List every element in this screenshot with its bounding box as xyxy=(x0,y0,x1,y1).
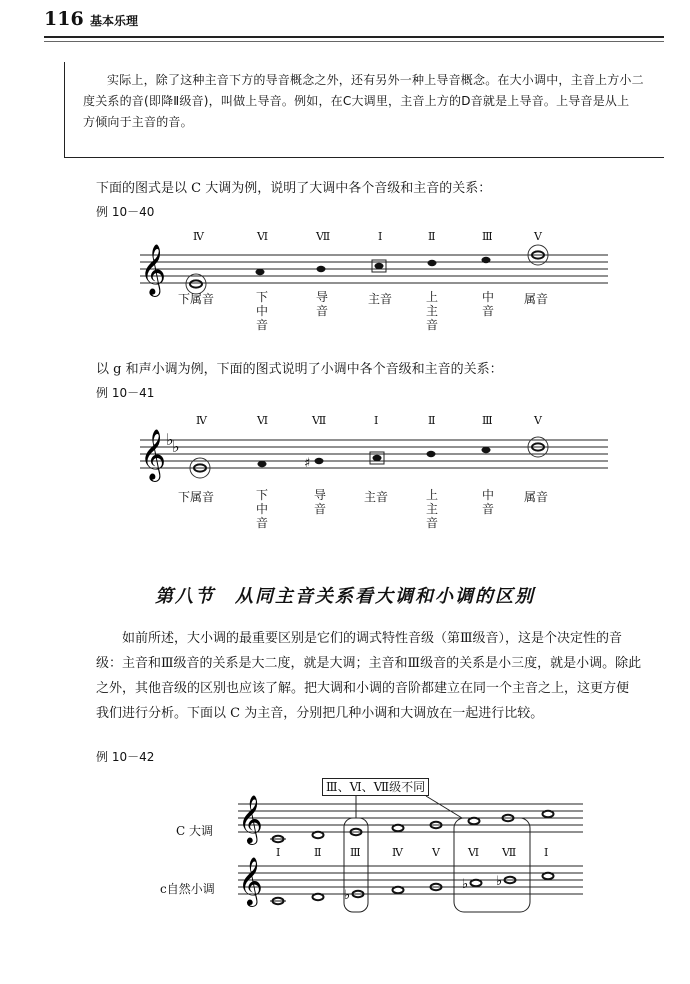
degree-label: Ⅵ xyxy=(257,414,269,427)
degree-label: Ⅴ xyxy=(432,846,440,859)
function-name: 导音 xyxy=(314,488,327,516)
degree-label: Ⅱ xyxy=(314,846,322,859)
header-rule-thin xyxy=(44,41,664,42)
flat-sign-icon: ♭ xyxy=(344,888,351,903)
whole-note xyxy=(543,811,554,817)
degree-label: Ⅲ xyxy=(482,414,493,427)
treble-clef-icon: 𝄞 xyxy=(140,244,167,295)
treble-clef-icon: 𝄞 xyxy=(238,794,263,843)
note-line: 度关系的音(即降Ⅱ级音)，叫做上导音。例如，在C大调里，主音上方的D音就是上导音。上导音是从上 xyxy=(83,94,630,108)
degree-label: Ⅰ xyxy=(374,414,379,427)
flat-sign-icon: ♭ xyxy=(496,874,503,889)
whole-note xyxy=(393,825,404,831)
degree-label: Ⅱ xyxy=(428,230,436,243)
degree-label: Ⅳ xyxy=(193,230,204,243)
treble-clef-icon: 𝄞 xyxy=(140,429,167,480)
note-head xyxy=(317,266,326,272)
note-line: 方倾向于主音的音。 xyxy=(83,115,193,129)
treble-clef-icon: 𝄞 xyxy=(238,856,263,905)
staff-example-minor xyxy=(130,412,610,488)
function-name: 中音 xyxy=(482,290,495,318)
page-number: 116 xyxy=(44,8,84,30)
degree-label: Ⅵ xyxy=(468,846,480,859)
flat-sign-icon: ♭ xyxy=(172,437,180,456)
body-line: 如前所述，大小调的最重要区别是它们的调式特性音级（第Ⅲ级音），这是个决定性的音 xyxy=(122,631,623,646)
degree-label: Ⅴ xyxy=(534,230,542,243)
example-label: 例 10－41 xyxy=(96,386,155,400)
whole-note xyxy=(469,818,480,824)
note-head xyxy=(375,263,384,269)
section-title: 第八节 从同主音关系看大调和小调的区别 xyxy=(155,586,535,607)
flat-sign-icon: ♭ xyxy=(462,877,469,892)
example-label: 例 10－40 xyxy=(96,205,155,219)
whole-note xyxy=(190,280,202,287)
note-box xyxy=(64,62,664,158)
note-head xyxy=(373,455,382,461)
function-name: 导音 xyxy=(316,290,329,318)
scale-label-major: C 大调 xyxy=(176,824,213,838)
function-name: 属音 xyxy=(524,292,549,306)
note-line: 实际上，除了这种主音下方的导音概念之外，还有另外一种上导音概念。在大小调中，主音上方小二 xyxy=(107,73,644,87)
function-name: 中音 xyxy=(482,488,495,516)
example-label: 例 10－42 xyxy=(96,750,155,764)
scale-label-minor: c自然小调 xyxy=(160,882,215,896)
callout-box: Ⅲ、Ⅵ、Ⅶ级不同 xyxy=(322,778,429,796)
flat-sign-icon: ♭ xyxy=(166,430,174,449)
note-head xyxy=(482,447,491,453)
degree-label: Ⅶ xyxy=(316,230,331,243)
body-line: 之外，其他音级的区别也应该了解。把大调和小调的音阶都建立在同一个主音之上，这更方便 xyxy=(96,681,630,696)
function-name: 下属音 xyxy=(178,292,215,306)
degree-label: Ⅶ xyxy=(312,414,327,427)
function-name: 主音 xyxy=(368,292,393,306)
note-head xyxy=(258,461,267,467)
function-name: 主音 xyxy=(364,490,389,504)
note-head xyxy=(482,257,491,263)
degree-label: Ⅲ xyxy=(482,230,493,243)
function-name: 下中音 xyxy=(256,488,269,530)
staff-comparison xyxy=(238,778,588,918)
whole-note xyxy=(313,832,324,838)
function-name: 上主音 xyxy=(426,488,439,530)
degree-label: Ⅴ xyxy=(534,414,542,427)
staff-example-major xyxy=(130,226,610,344)
body-line: 我们进行分析。下面以 C 为主音，分别把几种小调和大调放在一起进行比较。 xyxy=(96,706,544,721)
degree-label: Ⅲ xyxy=(350,846,361,859)
body-paragraph xyxy=(96,626,662,726)
degree-label: Ⅳ xyxy=(196,414,207,427)
function-name: 上主音 xyxy=(426,290,439,332)
note-head xyxy=(427,451,436,457)
body-line: 级：主音和Ⅲ级音的关系是大二度，就是大调；主音和Ⅲ级音的关系是小三度，就是小调。除此 xyxy=(96,656,642,671)
degree-label: Ⅰ xyxy=(378,230,383,243)
callout-connector xyxy=(356,796,462,818)
whole-note xyxy=(313,894,324,900)
function-name: 下属音 xyxy=(178,490,215,504)
header-rule xyxy=(44,36,664,38)
whole-note xyxy=(393,887,404,893)
sharp-sign-icon: ♯ xyxy=(304,456,311,471)
intro-minor-text: 以 g 和声小调为例，下面的图式说明了小调中各个音级和主音的关系： xyxy=(96,362,503,377)
function-name: 属音 xyxy=(524,490,549,504)
whole-note xyxy=(471,880,482,886)
degree-label: Ⅳ xyxy=(392,846,403,859)
intro-major-text: 下面的图式是以 C 大调为例，说明了大调中各个音级和主音的关系： xyxy=(96,181,492,196)
degree-label: Ⅰ xyxy=(544,846,549,859)
degree-label: Ⅰ xyxy=(276,846,281,859)
note-head xyxy=(315,458,324,464)
function-name: 下中音 xyxy=(256,290,269,332)
note-head xyxy=(428,260,437,266)
whole-note xyxy=(543,873,554,879)
degree-label: Ⅶ xyxy=(502,846,517,859)
note-head xyxy=(256,269,265,275)
degree-label: Ⅵ xyxy=(257,230,269,243)
degree-label: Ⅱ xyxy=(428,414,436,427)
running-title: 基本乐理 xyxy=(90,14,139,28)
